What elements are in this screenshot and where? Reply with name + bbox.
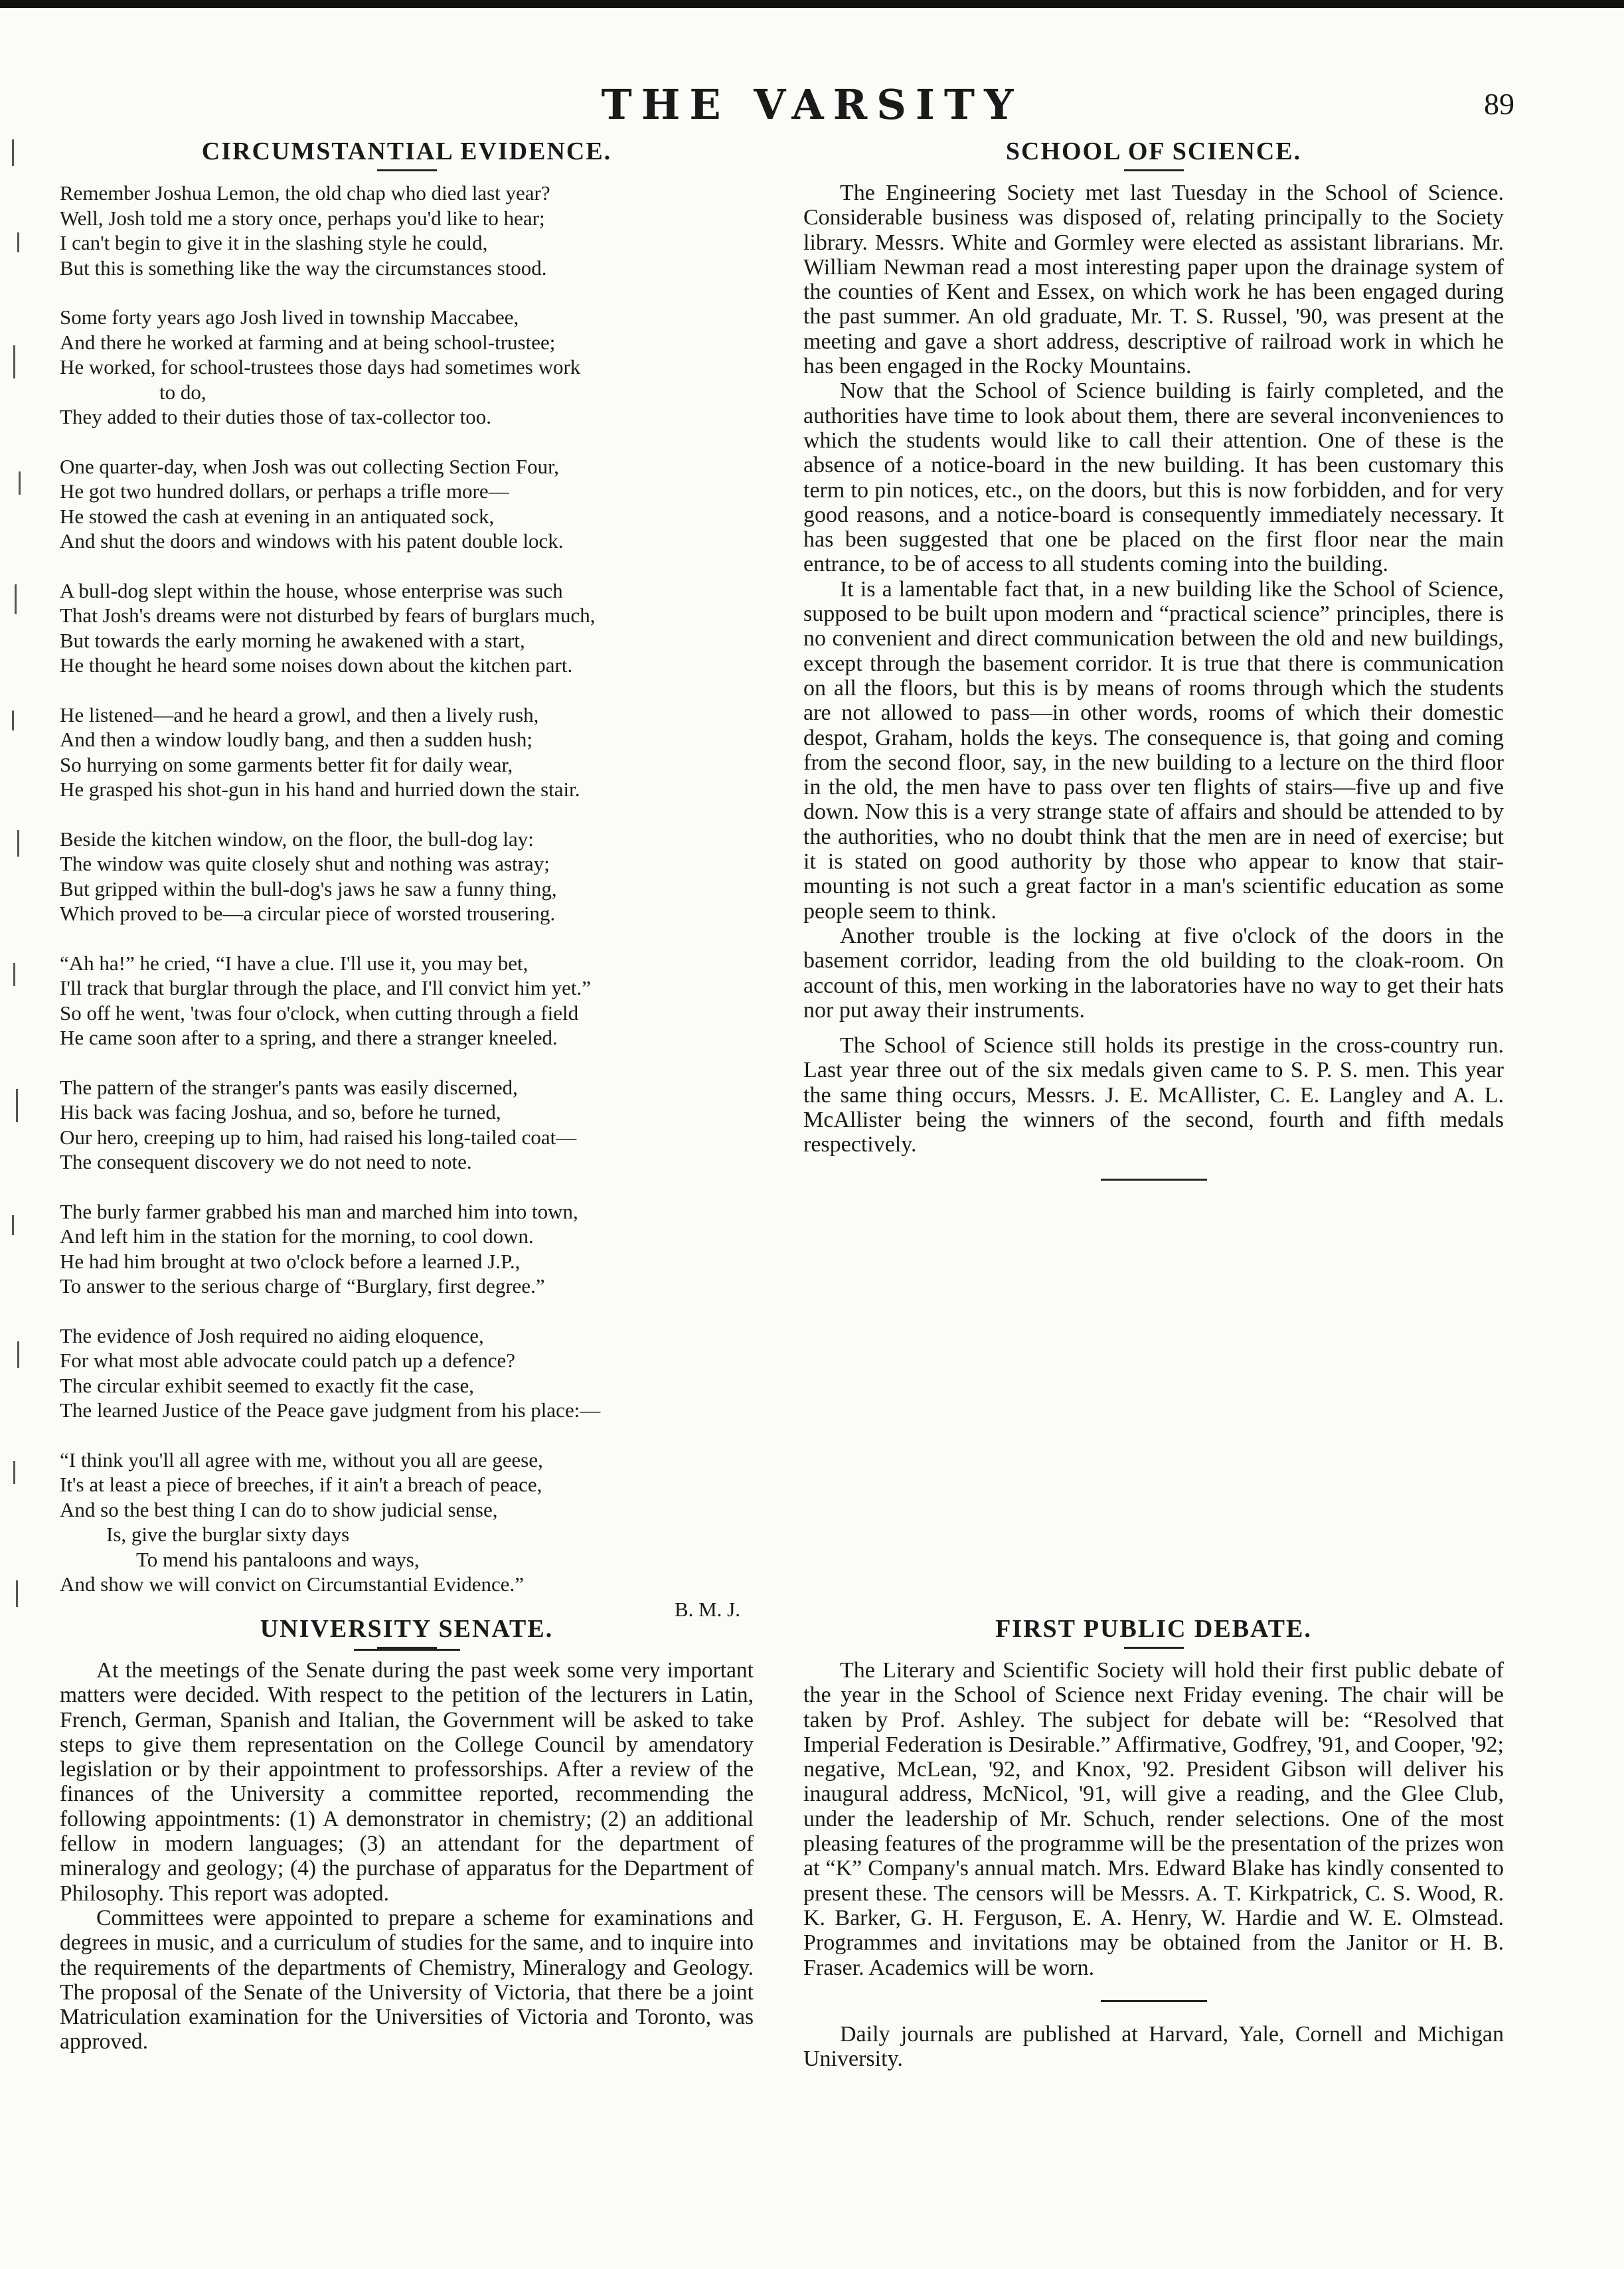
poem-stanza <box>60 1448 754 1597</box>
poem-line: Well, Josh told me a story once, perhaps you'd like to hear; <box>60 206 545 230</box>
poem-stanza <box>60 181 754 280</box>
school-of-science-title: SCHOOL OF SCIENCE. <box>1005 137 1302 165</box>
poem-line: The burly farmer grabbed his man and marched him into town, <box>60 1199 578 1223</box>
poem-line: Which proved to be—a circular piece of worsted trousering. <box>60 902 556 925</box>
poem-line: He thought he heard some noises down about the kitchen part. <box>60 653 573 677</box>
poem-line: The circular exhibit seemed to exactly fit the case, <box>60 1373 475 1397</box>
poem-line: But gripped within the bull-dog's jaws he saw a funny thing, <box>60 877 557 900</box>
poem-line: A bull-dog slept within the house, whose enterprise was such <box>60 578 563 602</box>
poem-line: to do, <box>159 380 206 404</box>
poem-stanza <box>60 951 754 1050</box>
science-paragraph: The Engineering Society met last Tuesday in the School of Science. Considerable business was disposed of, relating principally to the Society library. Messrs. White and Gormley were elected as assistant librarians. Mr. William Newman read a most interesting paper upon the drainage system of the counties of Kent and Essex, on which work he has been engaged during the past summer. An old graduate, Mr. T. S. Russel, '90, was present at the meeting and gave a short address, descriptive of railroad work in which he has been engaged in the Rocky Mountains. <box>803 181 1504 379</box>
poem-line: Some forty years ago Josh lived in township Maccabee, <box>60 305 519 329</box>
senate-paragraph: At the meetings of the Senate during the past week some very important matters were decided. With respect to the petition of the lecturers in Latin, French, German, Spanish and Italian, the Government will be asked to take steps to give them representation on the College Council by amendatory legislation or by their appointment to professorships. After a review of the finances of the University a committee reported, recommending the following appointments: (1) A demonstrator in chemistry; (2) an additional fellow in modern languages; (3) an attendant for the department of mineralogy and geology; (4) the purchase of apparatus for the Department of Philosophy. This report was adopted. <box>60 1658 754 1906</box>
poem-line: And there he worked at farming and at being school-trustee; <box>60 330 556 354</box>
debate-paragraph: The Literary and Scientific Society will hold their first public debate of the year in the School of Science next Friday evening. The chair will be taken by Prof. Ashley. The subject for debate will be: “Resolved that Imperial Federation is Desirable.” Affirmative, Godfrey, '91, and Cooper, '92; negative, McLean, '92, and Knox, '92. President Gibson will deliver his inaugural address, McNicol, '91, will give a reading, and the Glee Club, under the leadership of Mr. Schuch, render selections. One of the most pleasing features of the programme will be the presentation of the prizes won at “K” Company's annual match. Mrs. Edward Blake has kindly consented to present these. The censors will be Messrs. A. T. Kirkpatrick, C. S. Wood, R. K. Barker, G. H. Ferguson, E. A. Henry, W. Hardie and W. E. Olmstead. Programmes and invitations may be obtained from the Janitor or H. B. Fraser. Academics will be worn. <box>803 1658 1504 1980</box>
poem-line: He had him brought at two o'clock before a learned J.P., <box>60 1249 521 1273</box>
poem-line: And left him in the station for the morning, to cool down. <box>60 1224 534 1248</box>
senate-paragraph: Committees were appointed to prepare a scheme for examinations and degrees in music, and a curriculum of studies for the same, and to inquire into the requirements of the departments of Chemistry, Mineralogy and Geology. The proposal of the Senate of the University of Victoria, that there be a joint Matriculation examination for the Universities of Victoria and Toronto, was approved. <box>60 1905 754 2055</box>
school-of-science-article <box>803 136 1504 1181</box>
page-number: 89 <box>1484 87 1514 121</box>
masthead: THE VARSITY <box>601 80 1023 129</box>
poem-line: And shut the doors and windows with his patent double lock. <box>60 529 564 552</box>
poem-signature: B. M. J. <box>674 1597 740 1621</box>
science-paragraph: The School of Science still holds its prestige in the cross-country run. Last year three out of the six medals given came to S. P. S. men. This year the same thing occurs, Messrs. J. E. McAllister, C. E. Langley and A. L. McAllister being the winners of the second, fourth and fifth medals respectively. <box>803 1033 1504 1157</box>
journals-note: Daily journals are published at Harvard, Yale, Cornell and Michigan University. <box>803 2021 1504 2072</box>
science-paragraph: It is a lamentable fact that, in a new building like the School of Science, supposed to be built upon modern and “practical science” principles, there is no convenient and direct communication between the old and new buildings, except through the basement corridor. It is true that there is communication on all the floors, but this is by means of rooms through which the students are not allowed to pass—in other words, rooms of which their domestic despot, Graham, holds the keys. The consequence is, that going and coming from the second floor, say, in the new building to a lecture on the third floor in the old, the men have to pass over ten flights of stairs—five up and five down. Now this is a very strange state of affairs and should be attended to by the authorities, who no doubt think that the men are in need of exercise; but it is stated on good authority by those who appear to know that stair-mounting is not such a great factor in a man's scientific education as some people seem to think. <box>803 576 1504 924</box>
poem-stanza <box>60 1075 754 1175</box>
poem-line: So off he went, 'twas four o'clock, when cutting through a field <box>60 1001 579 1025</box>
poem-stanza <box>60 827 754 926</box>
poem-line: He worked, for school-trustees those days had sometimes work <box>60 355 581 378</box>
poem-line: The evidence of Josh required no aiding eloquence, <box>60 1323 484 1347</box>
poem-line: I'll track that burglar through the place, and I'll convict him yet.” <box>60 976 591 999</box>
circumstantial-evidence-article <box>60 136 754 1651</box>
poem-line: Remember Joshua Lemon, the old chap who died last year? <box>60 181 550 205</box>
science-paragraph: Another trouble is the locking at five o'clock of the doors in the basement corridor, leading from the old building to the cloak-room. On account of this, men working in the laboratories have no way to get their hats nor put away their instruments. <box>803 923 1504 1023</box>
poem-line: And show we will convict on Circumstantial Evidence.” <box>60 1572 525 1596</box>
title-rule <box>1124 1647 1184 1649</box>
poem-line: It's at least a piece of breeches, if it ain't a breach of peace, <box>60 1473 542 1496</box>
poem-line: The consequent discovery we do not need to note. <box>60 1150 472 1173</box>
university-senate-article <box>60 1614 754 2055</box>
poem-stanza <box>60 703 754 802</box>
section-divider <box>1101 1179 1207 1181</box>
poem-line: For what most able advocate could patch up a defence? <box>60 1349 516 1372</box>
poem-line: I can't begin to give it in the slashing style he could, <box>60 231 488 254</box>
poem-line: Is, give the burglar sixty days <box>106 1523 350 1546</box>
poem-line: His back was facing Joshua, and so, before he turned, <box>60 1100 501 1124</box>
poem-stanza <box>60 1199 754 1299</box>
poem-line: One quarter-day, when Josh was out collecting Section Four, <box>60 454 560 478</box>
poem-line: He listened—and he heard a growl, and then a lively rush, <box>60 703 539 726</box>
first-public-debate-article <box>803 1614 1504 2071</box>
poem-stanza <box>60 454 754 554</box>
poem-line: Our hero, creeping up to him, had raised his long-tailed coat— <box>60 1125 577 1149</box>
poem-line: To answer to the serious charge of “Burglary, first degree.” <box>60 1274 545 1298</box>
poem-line: And then a window loudly bang, and then a sudden hush; <box>60 728 533 751</box>
margin-marks <box>5 126 32 1653</box>
university-senate-title: UNIVERSITY SENATE. <box>260 1615 554 1643</box>
poem-line: He came soon after to a spring, and there a stranger kneeled. <box>60 1026 558 1049</box>
poem-line: But this is something like the way the circumstances stood. <box>60 256 547 280</box>
poem-line: “Ah ha!” he cried, “I have a clue. I'll use it, you may bet, <box>60 951 528 975</box>
poem-line: But towards the early morning he awakened with a start, <box>60 628 525 652</box>
circumstantial-evidence-title: CIRCUMSTANTIAL EVIDENCE. <box>201 137 612 165</box>
poem-line: “I think you'll all agree with me, without you all are geese, <box>60 1448 543 1471</box>
title-rule <box>377 169 437 171</box>
poem-line: He got two hundred dollars, or perhaps a trifle more— <box>60 479 509 503</box>
poem-line: Beside the kitchen window, on the floor, the bull-dog lay: <box>60 827 534 851</box>
poem-line: He stowed the cash at evening in an antiquated sock, <box>60 504 495 528</box>
poem-line: The window was quite closely shut and nothing was astray; <box>60 852 550 875</box>
poem-stanza <box>60 578 754 678</box>
poem-line: The learned Justice of the Peace gave judgment from his place:— <box>60 1398 601 1422</box>
poem-line: The pattern of the stranger's pants was easily discerned, <box>60 1075 518 1099</box>
first-public-debate-title: FIRST PUBLIC DEBATE. <box>995 1615 1312 1643</box>
poem-line: He grasped his shot-gun in his hand and hurried down the stair. <box>60 778 580 801</box>
poem-stanza <box>60 1323 754 1423</box>
poem-line: That Josh's dreams were not disturbed by fears of burglars much, <box>60 604 596 627</box>
poem-line: To mend his pantaloons and ways, <box>136 1547 420 1571</box>
poem-line: They added to their duties those of tax-collector too. <box>60 405 491 428</box>
title-rule <box>1124 169 1184 171</box>
poem-line: And so the best thing I can do to show judicial sense, <box>60 1497 498 1521</box>
science-paragraph: Now that the School of Science building is fairly completed, and the authorities have time to look about them, there are several inconveniences to which the students would like to call their attention. One of these is the absence of a notice-board in the new building. It has been customary this term to pin notices, etc., on the doors, but this is now forbidden, and for very good reasons, and a notice-board is consequently immediately necessary. It has been suggested that one be placed on the first floor near the main entrance, to be of access to all students coming into the building. <box>803 378 1504 577</box>
page-top-border <box>0 0 1624 8</box>
poem-stanza <box>60 305 754 430</box>
poem-line: So hurrying on some garments better fit for daily wear, <box>60 752 513 776</box>
title-rule <box>377 1647 437 1649</box>
